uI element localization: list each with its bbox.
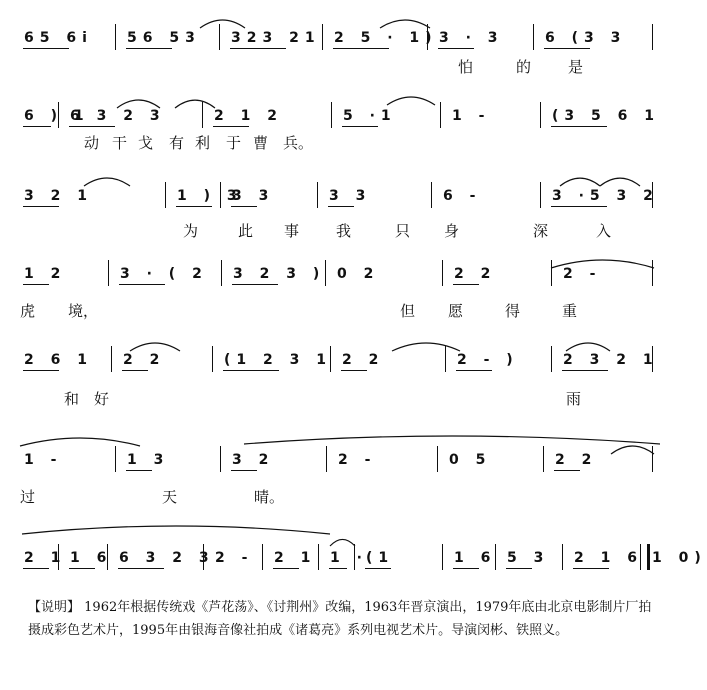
note-group: 2 - ) [457, 352, 519, 368]
beam-underline [231, 206, 257, 207]
beam-underline [223, 370, 279, 371]
lyric-syllable: 曹 [253, 134, 269, 152]
score-row [0, 550, 707, 590]
note-group: 2 1 [24, 550, 67, 566]
barline [442, 260, 443, 286]
note-group: 6 ) 1 [24, 108, 90, 124]
beam-underline [126, 48, 172, 49]
slur-arc [560, 178, 600, 186]
note-group: 2 - [563, 266, 602, 282]
lyric-syllable: 兵。 [283, 134, 314, 152]
note-group: 2 - [338, 452, 377, 468]
lyric-syllable: 晴。 [254, 488, 285, 506]
barline [322, 24, 323, 50]
slur-arc [330, 539, 355, 546]
score-row [0, 188, 685, 240]
lyric-syllable: 的 [516, 58, 532, 76]
note-group: 65 6i [24, 30, 93, 46]
note-group: 2 2 [555, 452, 598, 468]
note-group: 3 2 3 ) [233, 266, 326, 282]
beam-underline [342, 126, 378, 127]
barline [326, 446, 327, 472]
slur-arc [387, 97, 435, 105]
barline [533, 24, 534, 50]
barline [445, 346, 446, 372]
slur-arc [175, 100, 215, 108]
note-group: 3 2 [232, 452, 275, 468]
slur-arc [600, 178, 640, 186]
barline [652, 24, 653, 50]
barline [111, 346, 112, 372]
note-group: 1 ) 3 [177, 188, 243, 204]
beam-underline [213, 126, 249, 127]
barline [262, 544, 263, 570]
note-group: (3 5 6 1 [552, 108, 660, 124]
barline [318, 544, 319, 570]
note-group: 1 6 [454, 550, 497, 566]
note-group: 0 5 [449, 452, 492, 468]
barline [331, 102, 332, 128]
lyric-syllable: 深 [533, 222, 549, 240]
lyric-syllable: 有 [169, 134, 185, 152]
barline [317, 182, 318, 208]
beam-underline [119, 284, 165, 285]
slur-arc [200, 20, 245, 28]
beam-underline [230, 48, 286, 49]
beam-underline [551, 126, 607, 127]
beam-underline [176, 206, 212, 207]
slur-arc [380, 20, 430, 28]
beam-underline [23, 284, 49, 285]
lyric-syllable: 好 [94, 390, 110, 408]
beam-underline [23, 48, 69, 49]
note-group: 2 2 [454, 266, 497, 282]
note-group: 5 ·1 [343, 108, 397, 124]
barline [219, 24, 220, 50]
beam-underline [126, 470, 152, 471]
lyric-syllable: 身 [444, 222, 460, 240]
beam-underline [273, 568, 299, 569]
note-group: 6 3 2 3 [70, 108, 166, 124]
note-text: 1962年根据传统戏《芦花荡》、《讨荆州》改编，1963年晋京演出，1979年底由北京电影制片厂拍摄成彩色艺术片，1995年由银海音像社拍成《诸葛亮》系列电视艺术片。导演闵彬、铁照义。 [28, 600, 652, 638]
explanatory-note [28, 596, 664, 642]
lyric-syllable: 动 [84, 134, 100, 152]
barline [652, 446, 653, 472]
barline [540, 182, 541, 208]
note-group: 323 21 [231, 30, 321, 46]
slur-arc [244, 436, 660, 444]
lyric-syllable: 只 [395, 222, 411, 240]
lyric-syllable: 重 [562, 302, 578, 320]
barline [221, 260, 222, 286]
barline [551, 346, 552, 372]
barline [543, 446, 544, 472]
beam-underline [122, 370, 148, 371]
note-group: 3 ·5 3 2 [552, 188, 659, 204]
lyric-syllable: 为 [183, 222, 199, 240]
note-group: (1 2 3 1 [224, 352, 332, 368]
note-group: 2 1 6 [574, 550, 643, 566]
beam-underline [573, 568, 609, 569]
note-group: 3 3 [232, 188, 275, 204]
slur-arc [566, 343, 610, 351]
beam-underline [23, 126, 51, 127]
note-group: 1 2 [24, 266, 67, 282]
lyric-syllable: 于 [226, 134, 242, 152]
note-group: 1 - [24, 452, 63, 468]
beam-underline [562, 370, 608, 371]
beam-underline [23, 206, 59, 207]
barline [212, 346, 213, 372]
lyric-syllable: 天 [162, 488, 178, 506]
beam-underline [23, 568, 49, 569]
score-row [0, 352, 685, 408]
beam-underline [69, 126, 115, 127]
score-row [0, 108, 685, 152]
beam-underline [438, 48, 474, 49]
beam-underline [551, 206, 607, 207]
lyric-syllable: 干 [112, 134, 128, 152]
beam-underline [341, 370, 367, 371]
beam-underline [544, 48, 590, 49]
note-group: 6 (3 3 [545, 30, 627, 46]
beam-underline [456, 370, 492, 371]
lyric-syllable: 是 [568, 58, 584, 76]
note-group: 6 3 2 3 [119, 550, 215, 566]
barline [431, 182, 432, 208]
note-group: 1 6 [70, 550, 113, 566]
score-row [0, 266, 685, 320]
beam-underline [333, 48, 389, 49]
slur-arc [20, 438, 140, 446]
barline [115, 24, 116, 50]
note-group: 3 · 3 [439, 30, 504, 46]
lyric-syllable: 愿 [448, 302, 464, 320]
lyric-syllable: 过 [20, 488, 36, 506]
note-group: 1 · [330, 550, 368, 566]
note-group: 6 - [443, 188, 482, 204]
note-group: 2 1 2 [214, 108, 283, 124]
lyric-syllable: 此 [238, 222, 254, 240]
beam-underline [69, 568, 95, 569]
note-group: 1 0) [652, 550, 707, 566]
note-group: 3 3 [329, 188, 372, 204]
lyric-syllable: 利 [195, 134, 211, 152]
barline [442, 544, 443, 570]
lyric-syllable: 事 [284, 222, 300, 240]
barline [220, 446, 221, 472]
note-group: 2 5 · 1) [334, 30, 438, 46]
slur-arc [84, 178, 130, 186]
lyric-syllable: 怕 [458, 58, 474, 76]
score-row [0, 452, 685, 506]
barline [440, 102, 441, 128]
barline [115, 446, 116, 472]
lyric-syllable: 虎 [20, 302, 36, 320]
lyric-syllable: 戈 [138, 134, 154, 152]
beam-underline [231, 470, 257, 471]
note-group: 5 3 [507, 550, 550, 566]
slur-arc [117, 100, 160, 108]
slur-arc [392, 343, 460, 351]
beam-underline [118, 568, 164, 569]
barline [562, 544, 563, 570]
beam-underline [554, 470, 580, 471]
slur-arc [130, 343, 180, 351]
barline [652, 260, 653, 286]
note-group: (1 [366, 550, 395, 566]
note-group: 0 2 [337, 266, 380, 282]
barline [540, 102, 541, 128]
beam-underline [453, 284, 479, 285]
note-group: 2 6 1 [24, 352, 93, 368]
lyric-syllable: 和 [64, 390, 80, 408]
lyric-syllable: 入 [596, 222, 612, 240]
barline [202, 102, 203, 128]
note-group: 2 - [215, 550, 254, 566]
note-group: 1 - [452, 108, 491, 124]
barline [108, 260, 109, 286]
beam-underline [365, 568, 391, 569]
beam-underline [506, 568, 532, 569]
lyric-syllable: 雨 [566, 390, 582, 408]
barline [437, 446, 438, 472]
note-group: 1 3 [127, 452, 170, 468]
note-label: 【说明】 [28, 600, 81, 615]
note-group: 3 2 1 [24, 188, 93, 204]
beam-underline [23, 370, 59, 371]
lyric-syllable: 我 [336, 222, 352, 240]
barline [165, 182, 166, 208]
beam-underline [328, 206, 354, 207]
slur-arc [22, 526, 330, 534]
lyric-syllable: 得 [505, 302, 521, 320]
barline [551, 260, 552, 286]
beam-underline [232, 284, 278, 285]
note-group: 2 3 2 1 [563, 352, 659, 368]
note-group: 2 2 [342, 352, 385, 368]
note-group: 56 53 [127, 30, 201, 46]
lyric-syllable: 境， [68, 302, 99, 320]
score-row [0, 30, 685, 76]
beam-underline [329, 568, 347, 569]
note-group: 2 1 [274, 550, 317, 566]
note-group: 2 2 [123, 352, 166, 368]
lyric-syllable: 但 [400, 302, 416, 320]
note-group: 3 · ( 2 [120, 266, 208, 282]
beam-underline [453, 568, 479, 569]
